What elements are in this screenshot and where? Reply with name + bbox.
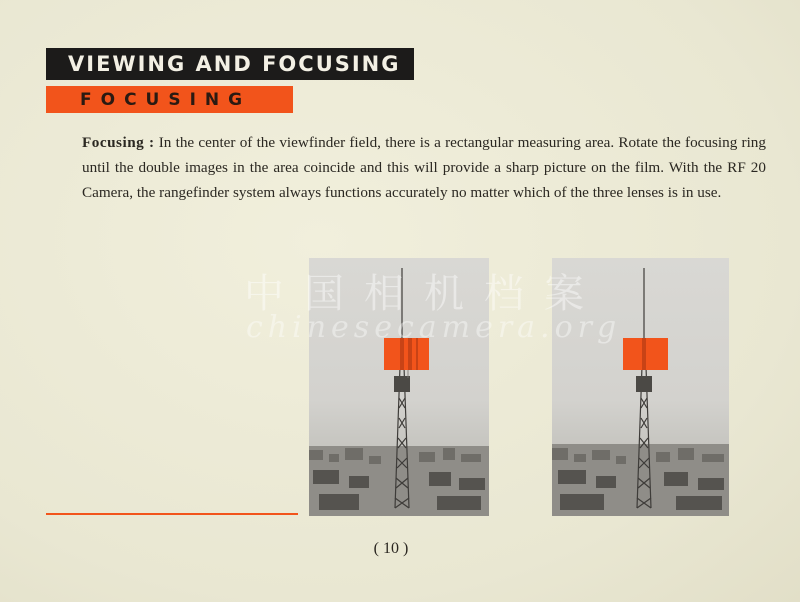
subsection-heading-text: FOCUSING: [80, 89, 252, 110]
paragraph-text: In the center of the viewfinder field, there is a rectangular measuring area. Rotate the focusing ring until the double images in the area coincide and this will provide a sharp picture on the film. With the RF 20 Camera, the rangefinder system always functions accurately no matter which of the three lenses is in use.: [82, 134, 766, 201]
section-heading: [46, 48, 414, 80]
paragraph-lead: Focusing :: [82, 134, 155, 151]
watermark-site: chinesecamera.org: [246, 310, 622, 345]
subsection-heading: [46, 86, 293, 113]
orange-divider: [46, 513, 298, 515]
page-number: ( 10 ): [373, 540, 409, 557]
watermark-chinese: 中国相机档案: [244, 271, 604, 317]
section-heading-text: VIEWING AND FOCUSING: [68, 52, 401, 76]
body-paragraph: [48, 130, 766, 205]
